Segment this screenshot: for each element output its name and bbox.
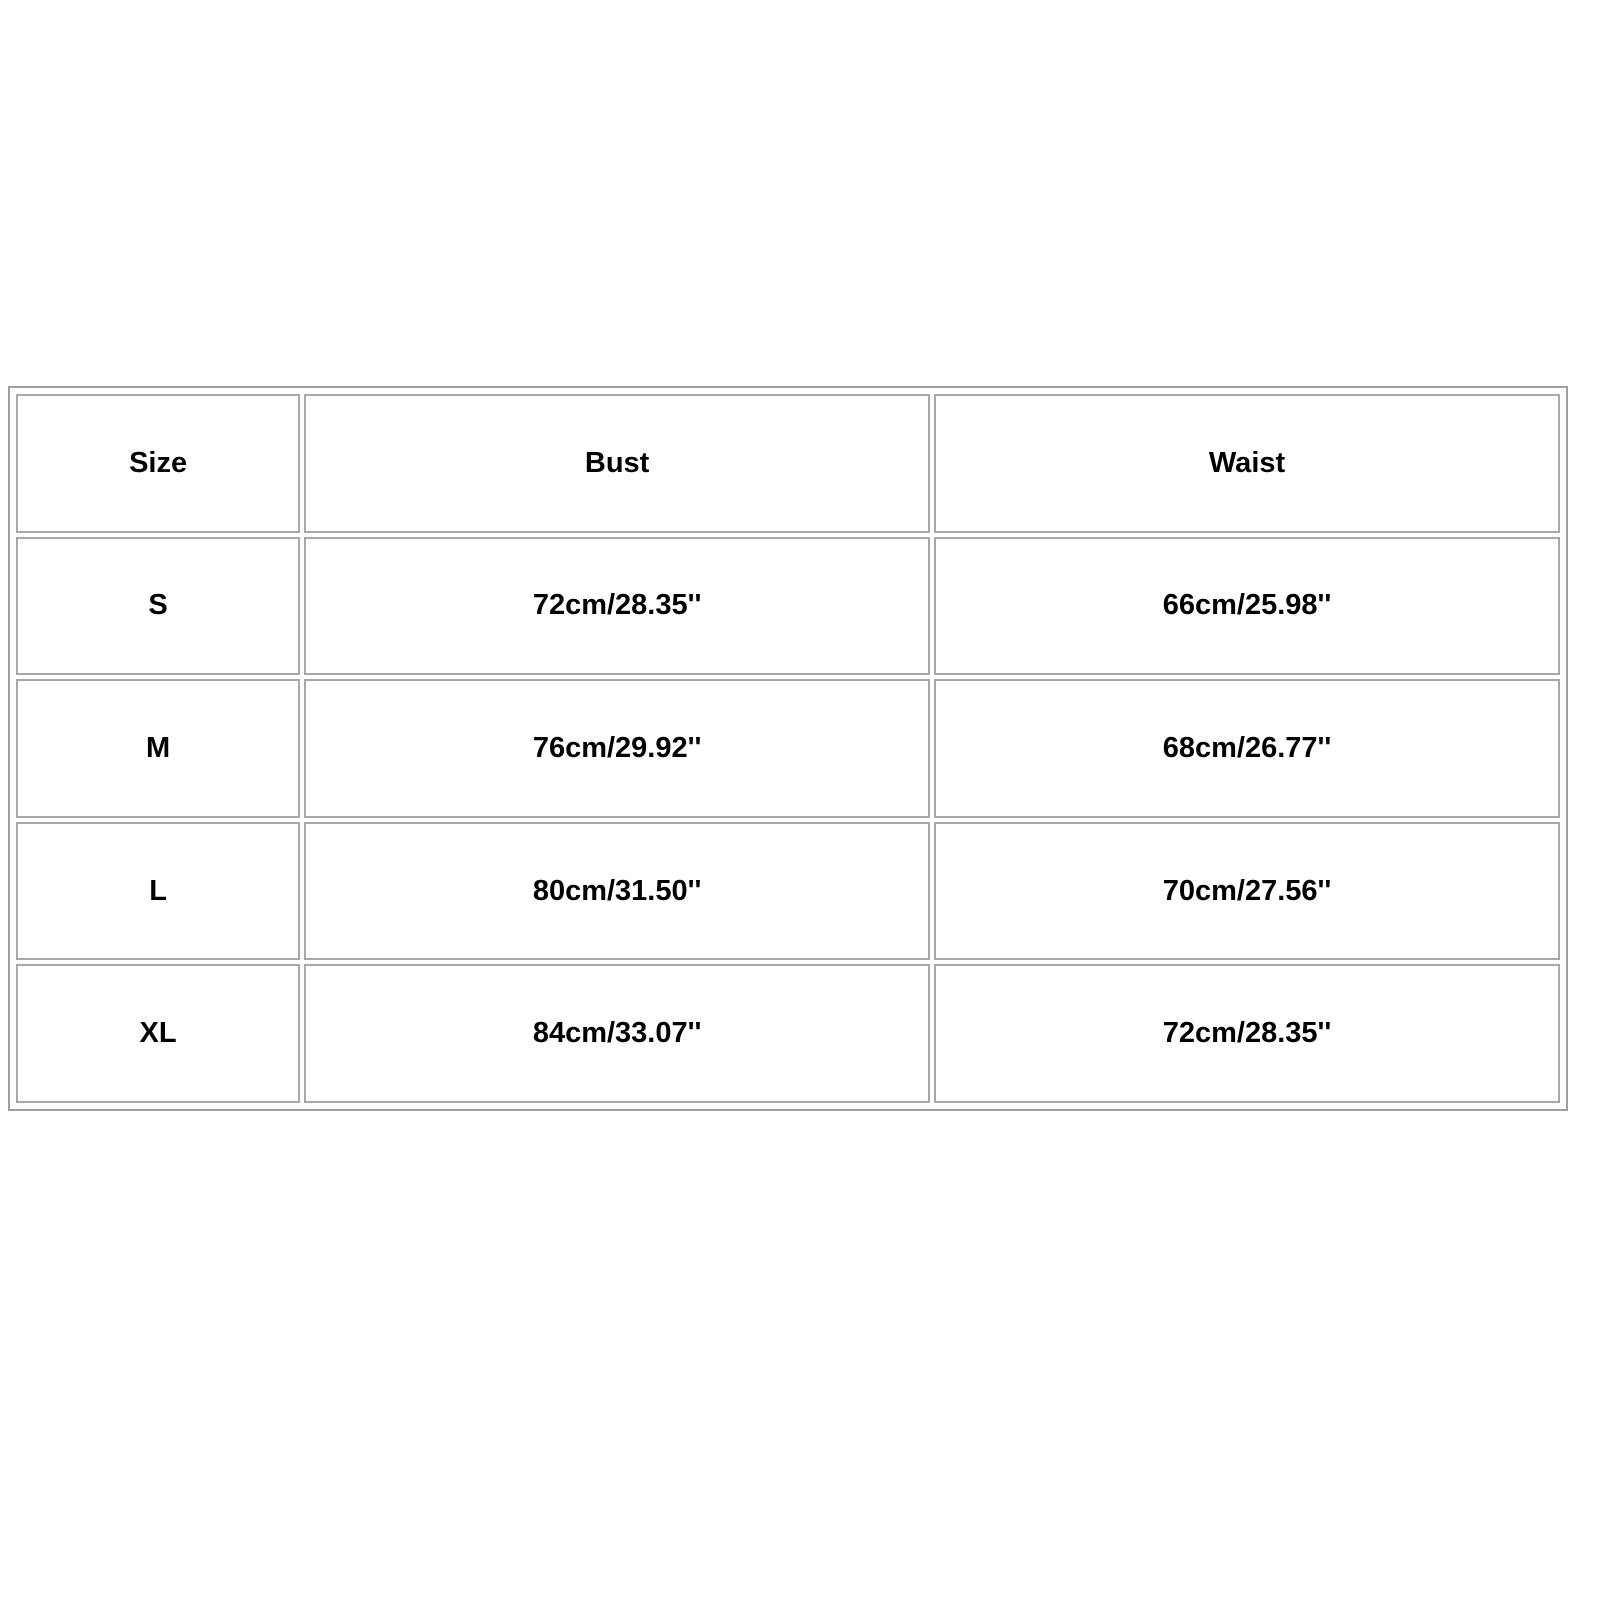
bust-cell: 76cm/29.92'' bbox=[304, 679, 930, 818]
header-cell-bust: Bust bbox=[304, 394, 930, 533]
size-cell: L bbox=[16, 822, 300, 961]
waist-cell: 72cm/28.35'' bbox=[934, 964, 1560, 1103]
size-cell: XL bbox=[16, 964, 300, 1103]
size-chart bbox=[8, 386, 1568, 1111]
header-row bbox=[16, 394, 1560, 533]
table-row bbox=[16, 537, 1560, 676]
waist-cell: 68cm/26.77'' bbox=[934, 679, 1560, 818]
size-chart-table bbox=[12, 390, 1564, 1107]
waist-cell: 70cm/27.56'' bbox=[934, 822, 1560, 961]
bust-cell: 80cm/31.50'' bbox=[304, 822, 930, 961]
header-cell-waist: Waist bbox=[934, 394, 1560, 533]
table-row bbox=[16, 822, 1560, 961]
bust-cell: 72cm/28.35'' bbox=[304, 537, 930, 676]
size-cell: S bbox=[16, 537, 300, 676]
bust-cell: 84cm/33.07'' bbox=[304, 964, 930, 1103]
table-row bbox=[16, 679, 1560, 818]
header-cell-size: Size bbox=[16, 394, 300, 533]
waist-cell: 66cm/25.98'' bbox=[934, 537, 1560, 676]
table-row bbox=[16, 964, 1560, 1103]
size-cell: M bbox=[16, 679, 300, 818]
